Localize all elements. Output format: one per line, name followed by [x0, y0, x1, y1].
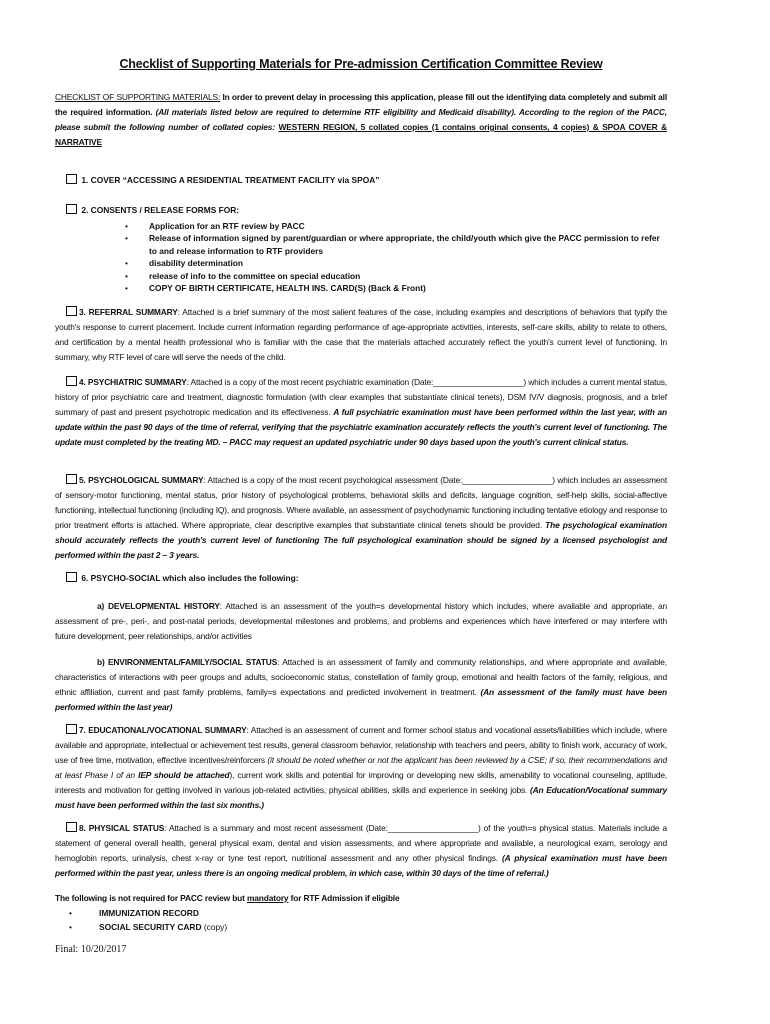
item-7-checkbox[interactable] — [66, 724, 77, 734]
item-3-label: 3. REFERRAL SUMMARY — [79, 307, 178, 317]
not-required-text: The following is not required for PACC review but — [55, 893, 247, 903]
immunization-record: IMMUNIZATION RECORD — [99, 908, 199, 918]
item-8-checkbox[interactable] — [66, 822, 77, 832]
intro-label: CHECKLIST OF SUPPORTING MATERIALS: — [55, 92, 221, 102]
list-item: • Release of information signed by parent/guardian or where appropriate, the child/youth which give the PACC permission to refer to and release information to RTF providers — [121, 232, 667, 257]
not-required-bullets — [65, 906, 611, 934]
item-2-checkbox[interactable] — [66, 204, 77, 214]
item-6a — [55, 599, 667, 644]
item-1 — [66, 173, 379, 188]
intro-emphasis: (All materials listed below are required to determine RTF eligibility and Medicaid disability). According to the region of the PACC, please submit the following number of collated copies: — [55, 107, 667, 132]
item-5 — [55, 473, 667, 563]
list-item: • disability determination — [121, 257, 667, 269]
intro-region: WESTERN REGION, 5 collated copies (1 contains original consents, 4 copies) & SPOA COVER & NARRATIVE — [55, 122, 667, 147]
item-2-label: 2. CONSENTS / RELEASE FORMS FOR: — [81, 205, 240, 215]
item-5-emphasis: The psychological examination should accurately reflects the youth's current level of functioning The full psychological examination should be signed by a licensed psychologist and performed within the past 2 – 3 years. — [55, 520, 667, 560]
item-4-text: : Attached is a copy of the most recent psychiatric examination (Date:____________________) which includes a current mental status, history of prior psychiatric care and treatment, diagnostic formulation (with clear examples that substantiate clinical tenets), DSM IV/V diagnosis, prognosis, and a brief summary of past and present psychotropic medication and its effectiveness. — [55, 377, 667, 417]
item-7 — [55, 723, 667, 813]
item-6b — [55, 655, 667, 715]
item-7-text: : Attached is an assessment of current and former school status and vocational assets/liabilities which include, where available and appropriate, intellectual or achievement test results, general classroom behavior, relationship with teachers and peers, ability to finish work, accuracy of work, use of free time, motivation, effective incentives/reinforcers — [55, 725, 668, 765]
item-4 — [55, 375, 667, 450]
item-8-label: 8. PHYSICAL STATUS — [79, 823, 165, 833]
item-6b-emphasis: (An assessment of the family must have been performed within the last year) — [55, 687, 667, 712]
item-7-note: (it should be noted whether or not the applicant has been reviewed by a CSE; if so, their recommendations and at least Phase I of an — [55, 755, 667, 780]
copy-note: (copy) — [201, 922, 228, 932]
item-8 — [55, 821, 667, 881]
item-8-emphasis: (A physical examination must have been performed within the past year, unless there is an ongoing medical problem, in which case, within 30 days of the time of referral.) — [55, 853, 667, 878]
item-1-checkbox[interactable] — [66, 174, 77, 184]
list-item — [65, 920, 611, 934]
item-4-label: 4. PSYCHIATRIC SUMMARY — [79, 377, 187, 387]
not-required-heading — [55, 891, 667, 906]
item-6-checkbox[interactable] — [66, 572, 77, 582]
item-3-text: : Attached is a brief summary of the most salient features of the case, including examples and descriptions of behaviors that typify the youth's response to current placement. Include current information regarding performance of age-appropriate activities, interests, self-care skills, ability to relate to others, and certification by a mental health professional who is familiar with the case that the materials attached accurately reflect the youth's current level of functioning. In summary, why RTF level of care will serve the needs of the child. — [55, 307, 667, 362]
list-item: • COPY OF BIRTH CERTIFICATE, HEALTH INS. CARD(S) (Back & Front) — [121, 282, 667, 294]
item-6 — [66, 571, 298, 586]
intro-text: In order to prevent delay in processing this application, please fill out the identifying data completely and submit all the required information. — [55, 92, 668, 117]
item-6b-text: : Attached is an assessment of family and community relationships, and where appropriate and available, characteristics of interactions with peer groups and adults, socioeconomic status, constellation of family group, emotional and health factors of the family, religious, and ethnic affiliation, current and past family problems, family=s expectations and predicted involvement in treatment. — [55, 657, 667, 697]
intro-paragraph — [55, 90, 667, 150]
item-6-label: 6. PSYCHO-SOCIAL which also includes the following: — [81, 573, 299, 583]
not-required-text-2: for RTF Admission if eligible — [288, 893, 400, 903]
item-5-label: 5. PSYCHOLOGICAL SUMMARY — [79, 475, 204, 485]
social-security-card: SOCIAL SECURITY CARD — [99, 922, 202, 932]
item-6a-label: a) DEVELOPMENTAL HISTORY — [97, 601, 220, 611]
footer-date: Final: 10/20/2017 — [55, 944, 127, 955]
list-item: • release of info to the committee on special education — [121, 270, 667, 282]
item-7-emphasis: (An Education/Vocational summary must have been performed within the last six months.) — [55, 785, 667, 810]
item-6b-label: b) ENVIRONMENTAL/FAMILY/SOCIAL STATUS — [97, 657, 278, 667]
list-item — [65, 906, 611, 920]
item-7-label: 7. EDUCATIONAL/VOCATIONAL SUMMARY — [79, 725, 247, 735]
item-7-iep: IEP should be attached — [138, 770, 230, 780]
item-5-text: : Attached is a copy of the most recent psychological assessment (Date:____________________) which includes an assessment of sensory-motor functioning, mental status, prior history of psychological problems, behavioral skills and deficits, language cognition, self-help skills, social-affective functioning, intellectual functioning (including IQ), and prognosis. Where available, an assessment of psychodynamic functioning including tentative etiology and response to prior treatment efforts is attached. Where appropriate, clear descriptive examples that substantiate clinical tenets should be provided. — [55, 475, 667, 530]
item-2 — [66, 203, 239, 218]
mandatory-word: mandatory — [246, 893, 289, 903]
page-title: Checklist of Supporting Materials for Pre-admission Certification Committee Review — [119, 57, 603, 71]
item-8-text: : Attached is a summary and most recent assessment (Date:____________________) of the youth=s physical status. Materials include a statement of general overall health, general physical exam, dental and vision assessments, and where appropriate and available, a neurological exam, serology and hemoglobin reports, urinalysis, chest x-ray or tyne test report, nutritional assessment and any other physical findings. — [55, 823, 667, 863]
item-1-label: 1. COVER “ACCESSING A RESIDENTIAL TREATMENT FACILITY via SPOA” — [81, 175, 380, 185]
item-2-bullets — [121, 220, 667, 294]
item-5-checkbox[interactable] — [66, 474, 77, 484]
item-4-emphasis: A full psychiatric examination must have been performed within the last year, with an update within the past 90 days of the time of referral, verifying that the psychiatric examination accurately reflects the youth's current level of functioning. The update must completed by the treating MD. – PACC may request an updated psychiatric under 90 days based upon the youth's current clinical status. — [55, 407, 667, 447]
item-7-text2: ), current work skills and potential for improving or developing new skills, amenability to vocational counseling, aptitude, interests and motivation for getting involved in various job-related activities, physical abilities, skills and experience in seeking jobs. — [55, 770, 668, 795]
item-6a-text: : Attached is an assessment of the youth=s developmental history which includes, where available and appropriate, an assessment of pre-, peri-, and post-natal periods, developmental milestones and problems, and problems and experiences which have interfered or may interfere with future development, peer relationships, and/or activities — [55, 601, 667, 641]
item-4-checkbox[interactable] — [66, 376, 77, 386]
item-3 — [55, 305, 667, 365]
item-3-checkbox[interactable] — [66, 306, 77, 316]
list-item: • Application for an RTF review by PACC — [121, 220, 667, 232]
